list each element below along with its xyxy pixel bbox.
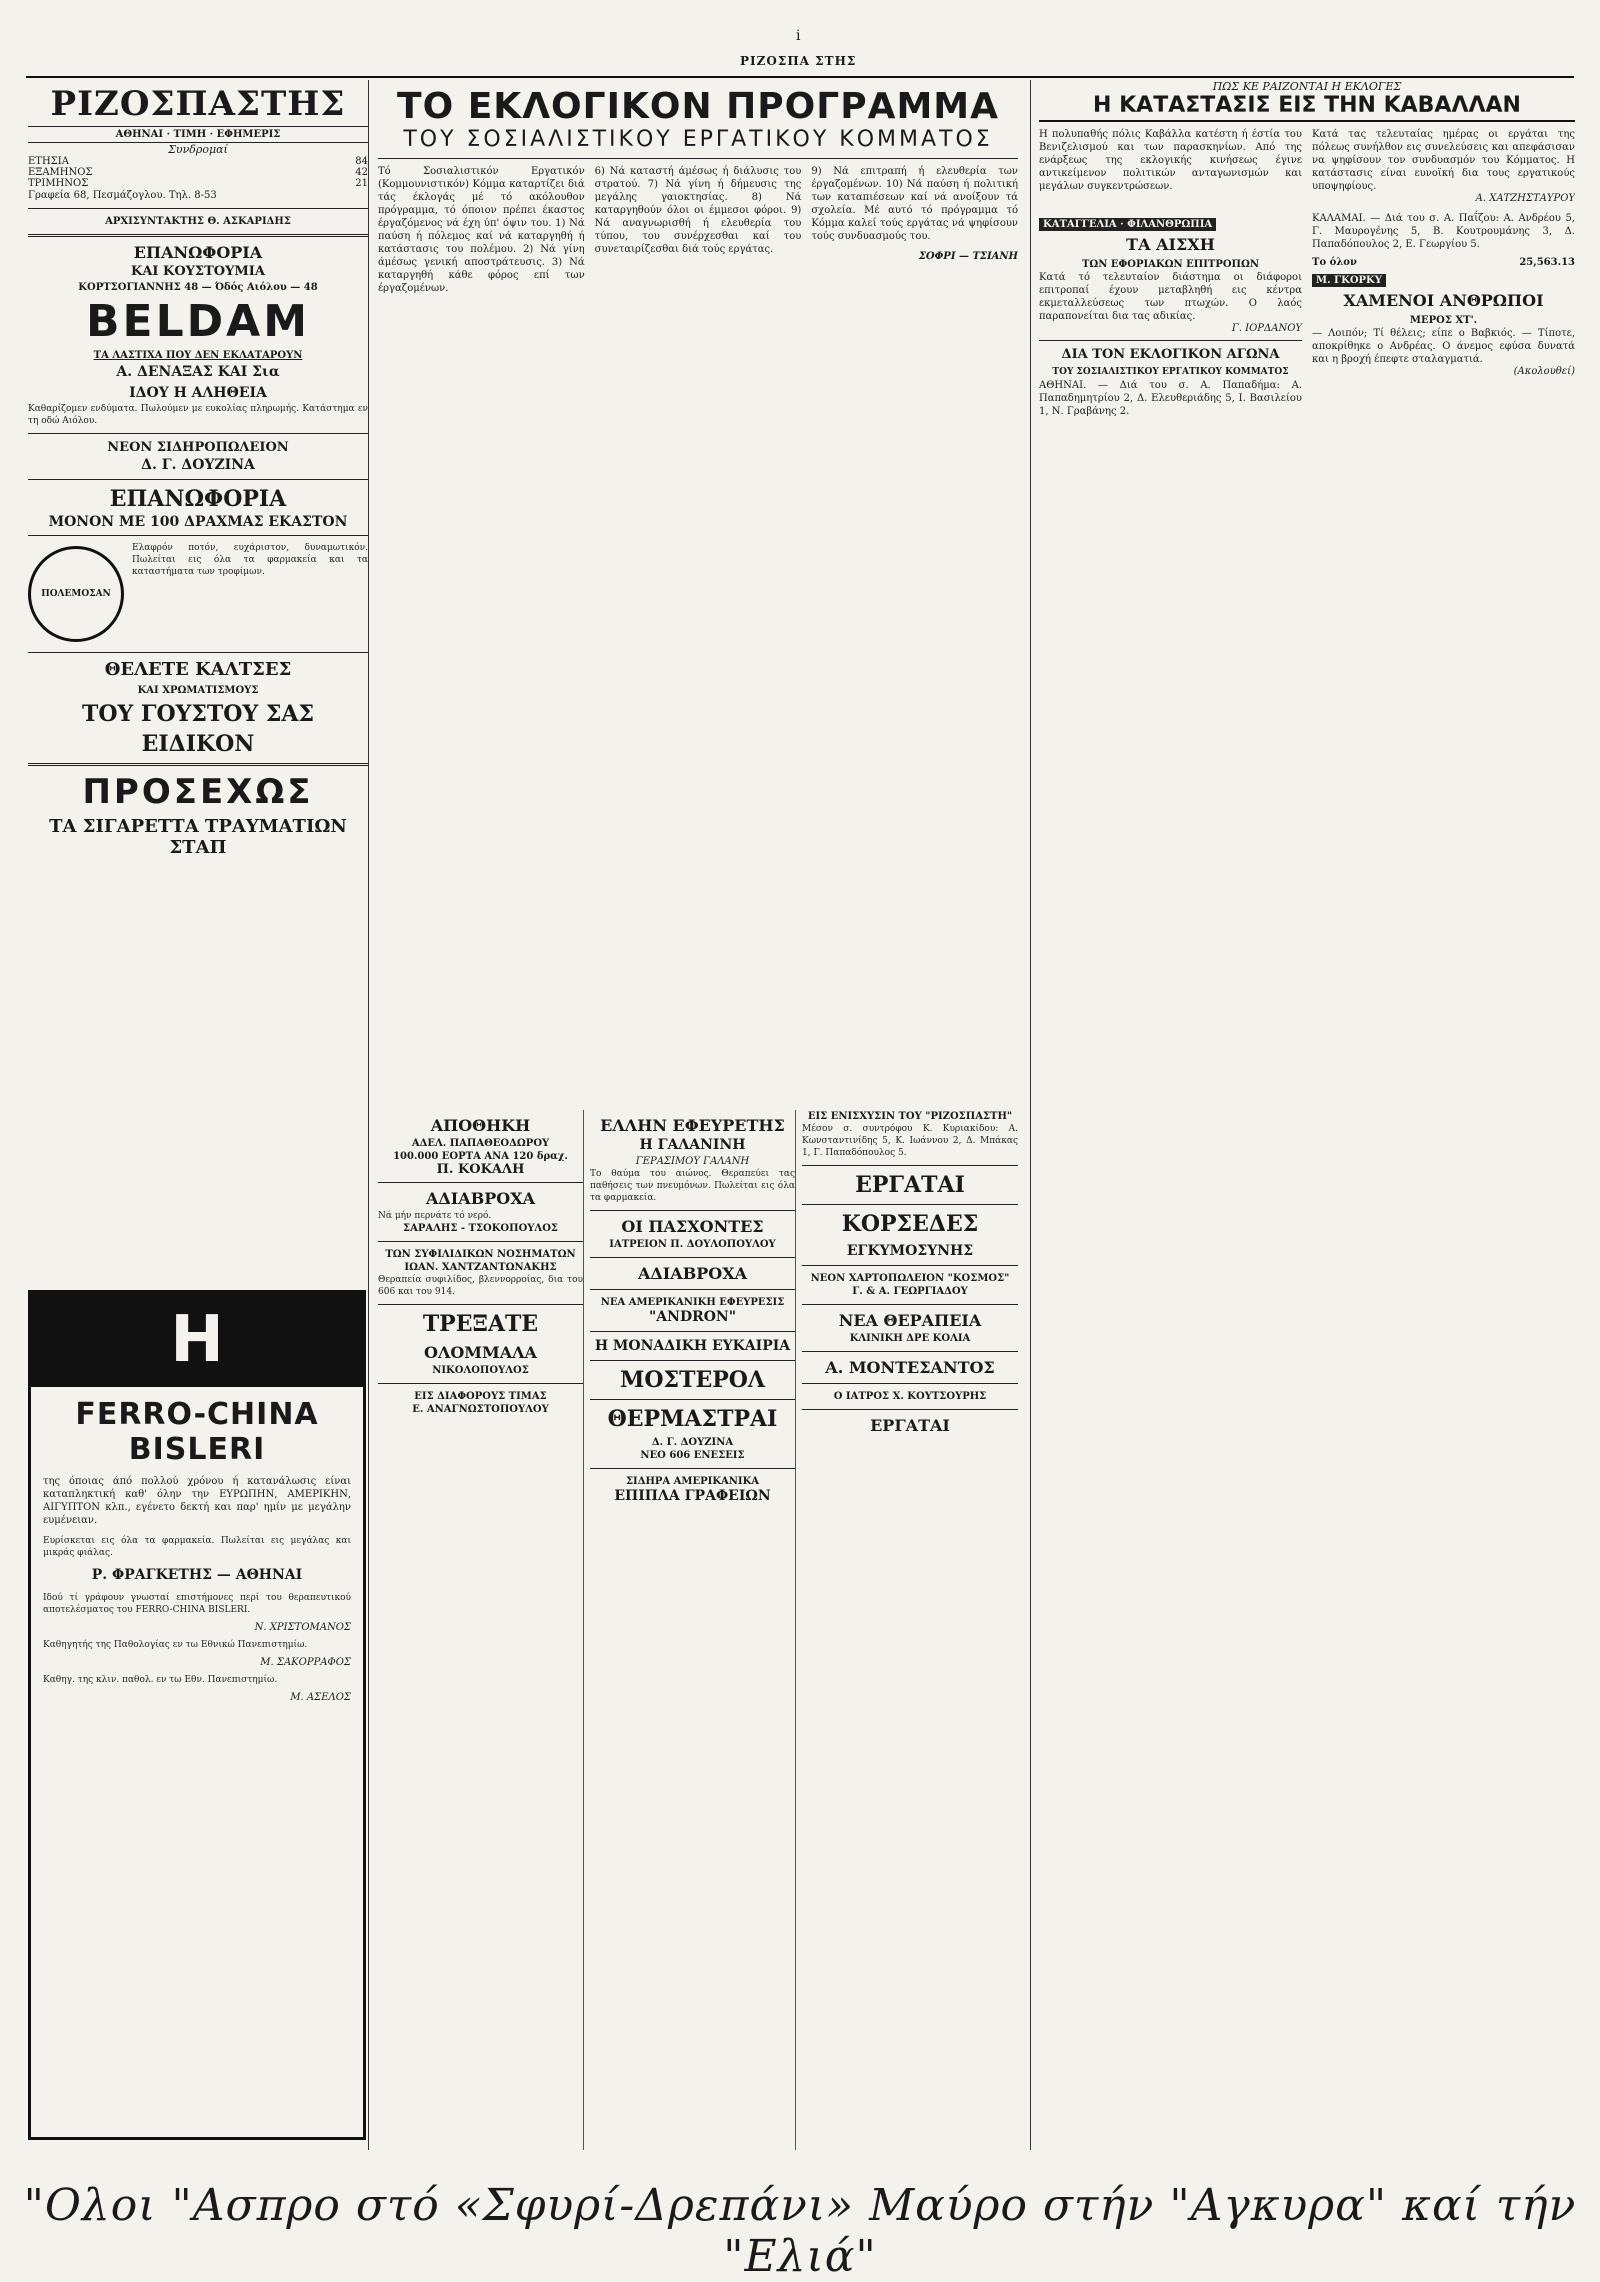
ad-doctor-title: ΤΩΝ ΣΥΦΙΛΙΔΙΚΩΝ ΝΟΣΗΜΑΤΩΝ [385, 1249, 576, 1260]
divider [378, 1383, 583, 1384]
sub-row-value: 42 [355, 167, 368, 178]
ad-clinic-title: ΚΛΙΝΙΚΗ ΔΡΕ ΚΟΛΙΑ [849, 1333, 971, 1344]
program-title: ΤΟ ΕΚΛΟΓΙΚΟΝ ΠΡΟΓΡΑΜΜΑ [397, 86, 999, 127]
program-columns [378, 165, 1018, 295]
ferro-body: της όποιας άπό πολλού χρόνου ή κατανάλωσις είναι καταπληκτική καθ' όλην την ΕΥΡΩΠΗΝ, ΑΜΕΡΙΚΗΝ, ΑΙΓΥΠΤΟΝ κλπ., εγένετο δεκτή και παρ' ημίν με μεγάλην ευμένειαν. [43, 1476, 351, 1526]
ad-text: Καθαρίζομεν ενδύματα. Πωλούμεν με ευκολίας πληρωμής. Κατάστημα εν τη οδώ Αιόλου. [28, 404, 368, 426]
seal-text: ΠΟΛΕΜΟΣΑΝ [41, 589, 111, 599]
ad-socks-title: ΘΕΛΕΤΕ ΚΑΛΤΣΕΣ [104, 659, 292, 680]
right-column [1030, 80, 1575, 2150]
ad-mosterol-title: ΜΟΣΤΕΡΟΛ [620, 1367, 765, 1393]
page-label: ΡΙΖΟΣΠΑ ΣΤΗΣ [740, 54, 857, 68]
section-signature: Γ. ΙΟΡΔΑΝΟΥ [1231, 323, 1302, 334]
ad-606-title: ΝΕΟ 606 ΕΝΕΣΕΙΣ [640, 1450, 745, 1461]
divider [28, 479, 368, 480]
ad-run-title: ΤΡΕΞΑΤΕ [422, 1311, 539, 1337]
ferro-doctor-2: Μ. ΣΑΚΟΡΡΑΦΟΣ [260, 1657, 351, 1668]
program-col-1: Τό Σοσιαλιστικόν Εργατικόν (Κομμουνιστικόν) Κόμμα καταρτίζει διά τάς έκλογάς μέ τό ακόλουθον πρόγραμμα, τό όποιον πρέπει έκαστος έργαζόμενος νά έχη ύπ' όψιν του. 1) Νά παύση ή πόλεμος καί νά καταργηθή ή κατάστασις του πολέμου. 2) Νά γίνη άμέσως γενική αποστράτευσις. 3) Νά καταργηθή κάθε φόρος επί των έργαζομένων. [378, 166, 585, 294]
ad-beldam-sub: ΤΑ ΛΑΣΤΙΧΑ ΠΟΥ ΔΕΝ ΕΚΛΑΤΑΡΟΥΝ [93, 350, 303, 361]
program-article [378, 80, 1018, 1110]
divider [590, 1399, 795, 1400]
divider [802, 1165, 1018, 1166]
ad-furniture-title: ΣΙΔΗΡΑ ΑΜΕΡΙΚΑΝΙΚΑ [625, 1476, 760, 1487]
masthead-subtitle: ΑΘΗΝΑΙ · ΤΙΜΗ · ΕΦΗΜΕΡΙΣ [28, 126, 368, 143]
divider [802, 1383, 1018, 1384]
ad-beldam-dealer: Α. ΔΕΝΑΞΑΣ ΚΑΙ Σια [116, 364, 280, 380]
ad-run-sub: ΟΛΟΜΜΑΛΑ [424, 1343, 537, 1362]
divider [802, 1204, 1018, 1205]
ad-taste: ΤΟΥ ΓΟΥΣΤΟΥ ΣΑΣ [81, 701, 315, 727]
ad-overcoats-price: ΜΟΝΟΝ ΜΕ 100 ΔΡΑΧΜΑΣ ΕΚΑΣΤΟΝ [48, 514, 348, 530]
ferro-text: Ιδού τί γράφουν γνωσταί επιστήμονες περί του θεραπευτικού αποτελέσματος του FERRO-CHINA BISLERI. [43, 1593, 351, 1615]
divider [28, 652, 368, 653]
divider [378, 1182, 583, 1183]
right-columns [1039, 128, 1575, 193]
divider [590, 1331, 795, 1332]
program-col-2: 6) Νά καταστή άμέσως ή διάλυσις του στρατού. 7) Νά γίνη ή δήμευσις της μεγάλης γαιοκτησίας. 8) Νά καταργηθούν όλοι οι έμμεσοι φόροι. 9) Νά αναγνωρισθή ή ελευθερία του τύπου, του συνέρχεσθαι καί του συνεταιρίζεσθαι διά τούς εργάτας. [594, 166, 802, 255]
section-title: ΤΑ ΑΙΣΧΗ [1126, 235, 1215, 254]
divider [590, 1257, 795, 1258]
program-col-3-wrap [811, 165, 1018, 295]
ad-unique-title: Η ΜΟΝΑΔΙΚΗ ΕΥΚΑΙΡΙΑ [594, 1338, 791, 1354]
divider [28, 535, 368, 536]
ad-truth: ΙΔΟΥ Η ΑΛΗΘΕΙΑ [129, 385, 267, 401]
ad-raincoats-name: ΣΑΡΑΛΗΣ - ΤΣΟΚΟΠΟΥΛΟΣ [403, 1223, 558, 1234]
footer-slogan: "Ολοι "Ασπρο στό «Σφυρί-Δρεπάνι» Μαύρο στήν "Αγκυρα" καί τήν "Ελιά" [23, 2180, 1577, 2282]
ferro-heading: Η [31, 1293, 363, 1387]
ad-workers-title: ΕΡΓΑΤΑΙ [855, 1172, 965, 1198]
ad-warehouse-title: ΑΠΟΘΗΚΗ [430, 1116, 531, 1135]
divider [28, 234, 368, 237]
ad-text: Ελαφρόν ποτόν, ευχάριστον, δυναμωτικόν. Πωλείται εις όλα τα φαρμακεία και τα καταστήματα των τροφίμων. [132, 543, 368, 577]
ad-doctor-name: ΙΩΑΝ. ΧΑΝΤΖΑΝΤΩΝΑΚΗΣ [404, 1262, 557, 1273]
sub-row-3 [28, 178, 368, 189]
ferro-agent: Ρ. ΦΡΑΓΚΕΤΗΣ — ΑΘΗΝΑΙ [91, 1567, 303, 1583]
ad-text: Το θαύμα του αιώνος. Θεραπεύει τας παθήσεις των πνευμόνων. Πωλείται εις όλα τα φαρμακεία. [590, 1169, 795, 1203]
sub-row-2 [28, 167, 368, 178]
divider [378, 1304, 583, 1305]
support-text: Μέσον σ. συντρόφου Κ. Κυριακίδου: Α. Κωνσταντινίδης 5, Κ. Ιωάννου 2, Δ. Μπάκας 1, Γ. Παπαδόπουλος 5. [802, 1124, 1018, 1158]
ad-hardware-title: ΝΕΟΝ ΣΙΔΗΡΟΠΩΛΕΙΟΝ [107, 440, 289, 455]
ad-therapy-title: ΝΕΑ ΘΕΡΑΠΕΙΑ [838, 1311, 982, 1330]
serial-part: ΜΕΡΟΣ ΧΤ'. [1409, 315, 1478, 326]
sub-row-label: ΕΞΑΜΗΝΟΣ [28, 167, 93, 178]
ferro-text: Καθηγ. της κλιν. παθολ. εν τω Εθν. Πανεπιστημίω. [43, 1675, 278, 1685]
section-body: Κατά τό τελευταίον διάστημα οι διάφοροι επιτροπαί έχουν μεταβληθή εις κέντρα εκμεταλλεύσεως των πτωχών. Ο λαός παραπονείται δια τας αδικίας. [1039, 272, 1302, 322]
ad-inventor-name: ΓΕΡΑΣΙΜΟΥ ΓΑΛΑΝΗ [635, 1156, 750, 1167]
divider [378, 158, 1018, 159]
ad-stationery-title: ΝΕΟΝ ΧΑΡΤΟΠΩΛΕΙΟΝ "ΚΟΣΜΟΣ" [810, 1273, 1010, 1284]
masthead-address: Γραφεία 68, Πεσμάζογλου. Τηλ. 8-53 [28, 190, 217, 201]
ad-cigarettes: ΤΑ ΣΙΓΑΡΕΤΤΑ ΤΡΑΥΜΑΤΙΩΝ ΣΤΑΠ [49, 816, 347, 858]
ad-sufferers-name: ΙΑΤΡΕΙΟΝ Π. ΔΟΥΛΟΠΟΥΛΟΥ [609, 1239, 776, 1250]
ferro-text: Καθηγητής της Παθολογίας εν τω Εθνικώ Πανεπιστημίω. [43, 1640, 308, 1650]
program-col-3: 9) Νά επιτραπή ή ελευθερία των έργαζομένων. 10) Νά παύση ή πολιτική των καταπιέσεων καί νά ανοίξουν τά σχολεία. Μέ αυτό τό πρόγραμμα τό Κόμμα καλεί τούς εργάτας νά ψηφίσουν τούς συνδυασμούς του. [811, 166, 1018, 242]
right-title: Η ΚΑΤΑΣΤΑΣΙΣ ΕΙΣ ΤΗΝ ΚΑΒΑΛΛΑΝ [1039, 93, 1575, 122]
ads-column-2 [378, 1110, 584, 2150]
divider [28, 433, 368, 434]
divider [802, 1409, 1018, 1410]
ad-warehouse-sub: ΑΔΕΛ. ΠΑΠΑΘΕΟΔΩΡΟΥ [411, 1138, 550, 1149]
campaign-body: ΑΘΗΝΑΙ. — Διά του σ. Α. Παπαδήμα: Α. Παπαδημητρίου 2, Δ. Ελευθεριάδης 5, Ι. Βασιλείου 1, Ν. Γραβάνης 2. [1039, 380, 1302, 417]
divider [590, 1210, 795, 1211]
divider [28, 763, 368, 766]
seal-logo [28, 546, 124, 642]
ad-text: Νά μήν περνάτε τό νερό. [378, 1211, 492, 1221]
sub-row-label: ΤΡΙΜΗΝΟΣ [28, 178, 89, 189]
ad-overcoats-title: ΕΠΑΝΩΦΟΡΙΑ [109, 486, 287, 512]
totals-value: 25,563.13 [1519, 257, 1575, 268]
ad-doctor-koutsouris: Ο ΙΑΤΡΟΣ Χ. ΚΟΥΤΣΟΥΡΗΣ [833, 1391, 987, 1402]
serial-continued: (Ακολουθεί) [1513, 366, 1575, 377]
ad-furniture-sub: ΕΠΙΠΛΑ ΓΡΑΦΕΙΩΝ [614, 1488, 771, 1504]
support-title: ΕΙΣ ΕΝΙΣΧΥΣΙΝ ΤΟΥ "ΡΙΖΟΣΠΑΣΤΗ" [807, 1111, 1013, 1122]
masthead-title: ΡΙΖΟΣΠΑΣΤΗΣ [50, 84, 346, 124]
ad-warehouse-prices: 100.000 ΕΟΡΤΑ ΑΝΑ 120 δραχ. [393, 1151, 568, 1162]
totals-label: Το όλον [1312, 257, 1357, 268]
ad-inventor-title: ΕΛΛΗΝ ΕΦΕΥΡΕΤΗΣ [600, 1116, 785, 1135]
divider [802, 1351, 1018, 1352]
ad-andron-title: ΝΕΑ ΑΜΕΡΙΚΑΝΙΚΗ ΕΦΕΥΡΕΣΙΣ [600, 1297, 785, 1308]
program-subtitle: ΤΟΥ ΣΟΣΙΑΛΙΣΤΙΚΟΥ ΕΡΓΑΤΙΚΟΥ ΚΟΜΜΑΤΟΣ [403, 127, 993, 152]
sub-row-1 [28, 156, 368, 167]
right-lower-col-2 [1312, 212, 1575, 418]
divider [590, 1289, 795, 1290]
header-rule [26, 76, 1574, 78]
divider [378, 1241, 583, 1242]
ferro-china-ad [28, 1290, 366, 2140]
ad-text: Θεραπεία συφιλίδος, βλεννορροίας, δια του 606 και του 914. [378, 1275, 583, 1297]
ad-heaters-title: ΘΕΡΜΑΣΤΡΑΙ [607, 1406, 778, 1432]
ad-montesantos: Α. ΜΟΝΤΕΣΑΝΤΟΣ [825, 1358, 995, 1377]
donations-body: ΚΑΛΑΜΑΙ. — Διά του σ. Α. Παΐζου: Α. Ανδρέου 5, Γ. Μαυρογένης 5, Β. Κουτρουμάνης 3, Δ. Παπαδόπουλος 2, Ε. Γεωργίου 5. [1312, 213, 1575, 250]
sub-row-value: 84 [355, 156, 368, 167]
campaign-subtitle: ΤΟΥ ΣΟΣΙΑΛΙΣΤΙΚΟΥ ΕΡΓΑΤΙΚΟΥ ΚΟΜΜΑΤΟΣ [1052, 367, 1289, 377]
right-signature-1: Α. ΧΑΤΖΗΣΤΑΥΡΟΥ [1475, 193, 1575, 204]
serial-title: ΧΑΜΕΝΟΙ ΑΝΘΡΩΠΟΙ [1343, 291, 1544, 310]
ad-raincoats2-title: ΑΔΙΑΒΡΟΧΑ [637, 1264, 748, 1283]
ad-andron-sub: "ANDRON" [648, 1309, 736, 1325]
ad-coats-subtitle: ΚΑΙ ΚΟΥΣΤΟΥΜΙΑ [131, 264, 265, 279]
ads-column-3 [590, 1110, 796, 2150]
ferro-doctor-3: Μ. ΑΣΕΛΟΣ [290, 1692, 351, 1703]
ad-hardware-name: Δ. Γ. ΔΟΥΖΙΝΑ [141, 457, 255, 473]
subscriptions-label: Συνδρομαί [168, 143, 228, 156]
ferro-brand: FERRO-CHINA BISLERI [75, 1397, 319, 1467]
totals-row [1312, 257, 1575, 268]
right-body-2: Κατά τας τελευταίας ημέρας οι εργάται της πόλεως συνήλθον εις συνελεύσεις και απεφάσισαν να ψηφίσουν τον συνδυασμόν του Κόμματος. Η κατάστασις είναι ευνοϊκή δια τους εργατικούς υποψηφίους. [1312, 129, 1575, 192]
sub-row-label: ΕΤΗΣΙΑ [28, 156, 69, 167]
right-lower-columns [1039, 212, 1575, 418]
right-lower-col-1 [1039, 212, 1302, 418]
page-mark: i [796, 28, 801, 44]
ad-prices: ΕΙΣ ΔΙΑΦΟΡΟΥΣ ΤΙΜΑΣ [414, 1391, 547, 1402]
serial-author: Μ. ΓΚΟΡΚΥ [1312, 274, 1386, 287]
page-header [0, 0, 1600, 80]
ad-seal-block [28, 542, 368, 599]
divider [802, 1265, 1018, 1266]
divider [1039, 340, 1302, 341]
ad-heaters-name: Δ. Γ. ΔΟΥΖΙΝΑ [651, 1437, 734, 1448]
ad-pregnancy-title: ΕΓΚΥΜΟΣΥΝΗΣ [846, 1243, 974, 1259]
program-signature: ΣΟΦΡΙ — ΤΣΙΑΝΗ [918, 251, 1018, 262]
divider [590, 1468, 795, 1469]
ferro-doctor-1: Ν. ΧΡΙΣΤΟΜΑΝΟΣ [254, 1622, 351, 1633]
right-kicker: ΠΩΣ ΚΕ ΡΑΙΖΟΝΤΑΙ Η ΕΚΛΟΓΕΣ [1212, 80, 1402, 93]
ad-inventor-sub: Η ΓΑΛΑΝΙΝΗ [639, 1137, 746, 1153]
divider [28, 208, 368, 209]
serial-body: — Λοιπόν; Τί θέλεις; είπε ο Βαβκιός. — Τίποτε, αποκρίθηκε ο Ανδρέας. Ο άνεμος εφύσα δυνατά και η βροχή έπεφτε σταλαγματιά. [1312, 328, 1575, 365]
ferro-text: Ευρίσκεται εις όλα τα φαρμακεία. Πωλείται εις μεγάλας και μικράς φιάλας. [43, 1536, 351, 1558]
ads-column-4 [802, 1110, 1018, 2150]
ad-prices-name: Ε. ΑΝΑΓΝΩΣΤΟΠΟΥΛΟΥ [412, 1404, 549, 1415]
ad-caution: ΠΡΟΣΕΧΩΣ [82, 772, 314, 812]
ad-raincoats-title: ΑΔΙΑΒΡΟΧΑ [425, 1189, 536, 1208]
divider [590, 1360, 795, 1361]
ad-stationery-name: Γ. & Α. ΓΕΩΡΓΙΑΔΟΥ [852, 1286, 968, 1297]
ad-socks-sub: ΚΑΙ ΧΡΩΜΑΤΙΣΜΟΥΣ [137, 685, 259, 696]
campaign-title: ΔΙΑ ΤΟΝ ΕΚΛΟΓΙΚΟΝ ΑΓΩΝΑ [1061, 347, 1280, 362]
ad-corsets-title: ΚΟΡΣΕΔΕΣ [841, 1211, 979, 1237]
ad-beldam: BELDAM [86, 296, 310, 347]
ad-sufferers-title: ΟΙ ΠΑΣΧΟΝΤΕΣ [621, 1217, 764, 1236]
ad-workers2-title: ΕΡΓΑΤΑΙ [870, 1416, 950, 1435]
sub-row-value: 21 [355, 178, 368, 189]
ad-warehouse-address: Π. ΚΟΚΑΛΗ [436, 1162, 525, 1177]
divider [802, 1304, 1018, 1305]
right-body-1: Η πολυπαθής πόλις Καβάλλα κατέστη ή έστία του Βενιζελισμού και των παρασκηνίων. Από της ενάρξεως της εκλογικής κινήσεως έγινε αντικείμενον πολιτικών ανταγωνισμών και μεγάλων συγκεντρώσεων. [1039, 129, 1302, 192]
section-label: ΚΑΤΑΓΓΕΛΙΑ · ΦΙΛΑΝΘΡΩΠΙΑ [1039, 218, 1216, 231]
ad-run-name: ΝΙΚΟΛΟΠΟΥΛΟΣ [432, 1365, 529, 1376]
ad-coats-title: ΕΠΑΝΩΦΟΡΙΑ [133, 243, 263, 262]
section-subtitle: ΤΩΝ ΕΦΟΡΙΑΚΩΝ ΕΠΙΤΡΟΠΩΝ [1081, 259, 1260, 270]
ad-coats-address: ΚΟΡΤΣΟΓΙΑΝΝΗΣ 48 — Όδός Αιόλου — 48 [78, 282, 318, 293]
ad-special: ΕΙΔΙΚΟΝ [141, 731, 255, 757]
masthead-editor: ΑΡΧΙΣΥΝΤΑΚΤΗΣ Θ. ΑΣΚΑΡΙΔΗΣ [105, 216, 291, 227]
